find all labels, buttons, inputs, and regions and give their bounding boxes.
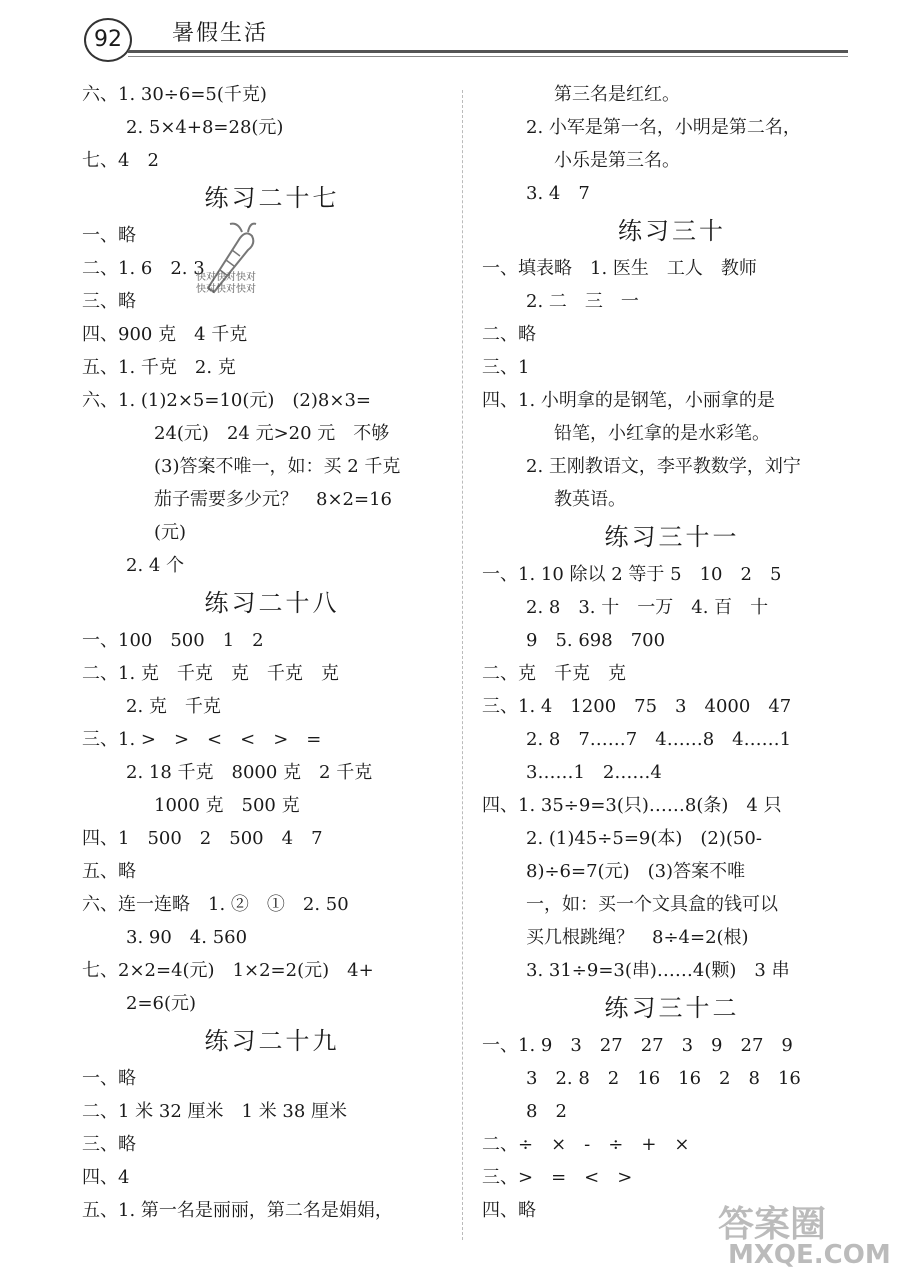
answer-line: 2. 8 3. 十 一万 4. 百 十 [526, 597, 769, 618]
answer-line: 六、连一连略 1. ② ① 2. 50 [82, 894, 349, 915]
answer-line: 一、100 500 1 2 [82, 630, 264, 651]
answer-line: 四、1. 小明拿的是钢笔，小丽拿的是 [482, 390, 775, 411]
answer-line: 三、1. 4 1200 75 3 4000 47 [482, 696, 792, 717]
answer-line: 二、1 米 32 厘米 1 米 38 厘米 [82, 1101, 348, 1122]
answer-line: 3. 4 7 [526, 183, 590, 204]
answer-line: 五、1. 第一名是丽丽，第二名是娟娟， [82, 1200, 393, 1221]
answer-line: 一、1. 10 除以 2 等于 5 10 2 5 [482, 564, 782, 585]
answer-line: 三、略 [82, 291, 136, 312]
answer-line: 一、填表略 1. 医生 工人 教师 [482, 258, 757, 279]
answer-line: 茄子需要多少元？ 8×2=16 [154, 489, 392, 510]
answer-line: 2=6(元) [126, 993, 197, 1014]
answer-line: 一，如：买一个文具盒的钱可以 [526, 894, 778, 915]
answer-line: 三、> = < > [482, 1167, 633, 1188]
watermark-caption: 快对快对快对 快对快对快对 [196, 272, 256, 295]
answer-line: 四、略 [482, 1200, 536, 1221]
answer-line: 四、1. 35÷9=3(只)……8(条) 4 只 [482, 795, 782, 816]
answer-line: 2. 小军是第一名，小明是第二名， [526, 117, 801, 138]
answer-line: 六、1. 30÷6=5(千克) [82, 84, 267, 105]
answer-line: 二、÷ × - ÷ + × [482, 1134, 690, 1155]
answer-line: 一、略 [82, 1068, 136, 1089]
section-heading: 练习二十七 [204, 184, 340, 212]
answer-line: 三、略 [82, 1134, 136, 1155]
header-rule [128, 50, 848, 53]
answer-line: 一、略 [82, 225, 136, 246]
answer-line: 2. 克 千克 [126, 696, 221, 717]
answer-line: 9 5. 698 700 [526, 630, 666, 651]
answer-line: 2. 5×4+8=28(元) [126, 117, 284, 138]
answer-line: 买几根跳绳？ 8÷4=2(根) [526, 927, 749, 948]
answer-line: 1000 克 500 克 [154, 795, 300, 816]
answer-line: 三、1. > > < < > = [82, 729, 322, 750]
answer-line: 七、4 2 [82, 150, 159, 171]
answer-line: 2. 王刚教语文，李平教数学，刘宁 [526, 456, 801, 477]
answer-line: 3 2. 8 2 16 16 2 8 16 [526, 1068, 801, 1089]
answer-line: 二、1. 克 千克 克 千克 克 [82, 663, 339, 684]
answer-line: 四、1 500 2 500 4 7 [82, 828, 323, 849]
answer-line: 2. 二 三 一 [526, 291, 639, 312]
answer-line: (元) [154, 522, 187, 543]
answer-line: 小乐是第三名。 [554, 150, 680, 171]
answer-line: 2. 18 千克 8000 克 2 千克 [126, 762, 373, 783]
answer-line: 四、900 克 4 千克 [82, 324, 248, 345]
answer-line: 二、克 千克 克 [482, 663, 626, 684]
answer-line: 七、2×2=4(元) 1×2=2(元) 4+ [82, 960, 374, 981]
page-number: 92 [84, 18, 132, 62]
section-heading: 练习二十九 [204, 1027, 340, 1055]
section-heading: 练习二十八 [204, 589, 340, 617]
site-watermark-logo: 答案圈 [718, 1204, 827, 1245]
answer-line: 8 2 [526, 1101, 567, 1122]
section-heading: 练习三十 [618, 217, 726, 245]
answer-line: 3……1 2……4 [526, 762, 662, 783]
answer-line: 铅笔，小红拿的是水彩笔。 [554, 423, 770, 444]
answer-line: 一、1. 9 3 27 27 3 9 27 9 [482, 1035, 793, 1056]
answer-line: 3. 31÷9=3(串)……4(颗) 3 串 [526, 960, 790, 981]
right-column [482, 78, 862, 1227]
answer-line: 3. 90 4. 560 [126, 927, 248, 948]
site-watermark-url: MXQE.COM [728, 1240, 891, 1270]
answer-line: 六、1. (1)2×5=10(元) (2)8×3= [82, 390, 371, 411]
left-column [82, 78, 462, 1227]
answer-line: 二、略 [482, 324, 536, 345]
answer-line: 2. (1)45÷5=9(本) (2)(50- [526, 828, 762, 849]
answer-line: 2. 4 个 [126, 555, 185, 576]
answer-line: 2. 8 7……7 4……8 4……1 [526, 729, 792, 750]
answer-line: 二、1. 6 2. 3 [82, 258, 205, 279]
answer-line: 第三名是红红。 [554, 84, 680, 105]
book-title: 暑假生活 [172, 21, 269, 46]
answer-line: (3)答案不唯一，如：买 2 千克 [154, 456, 401, 477]
page-header [0, 0, 900, 70]
answer-line: 四、4 [82, 1167, 130, 1188]
answer-line: 8)÷6=7(元) (3)答案不唯 [526, 861, 746, 882]
section-heading: 练习三十一 [604, 523, 740, 551]
header-rule-thin [128, 56, 848, 57]
answer-line: 五、略 [82, 861, 136, 882]
answer-line: 五、1. 千克 2. 克 [82, 357, 236, 378]
answer-line: 三、1 [482, 357, 530, 378]
answer-line: 教英语。 [554, 489, 626, 510]
section-heading: 练习三十二 [604, 994, 740, 1022]
answer-line: 24(元) 24 元>20 元 不够 [154, 423, 390, 444]
column-divider [462, 90, 463, 1240]
